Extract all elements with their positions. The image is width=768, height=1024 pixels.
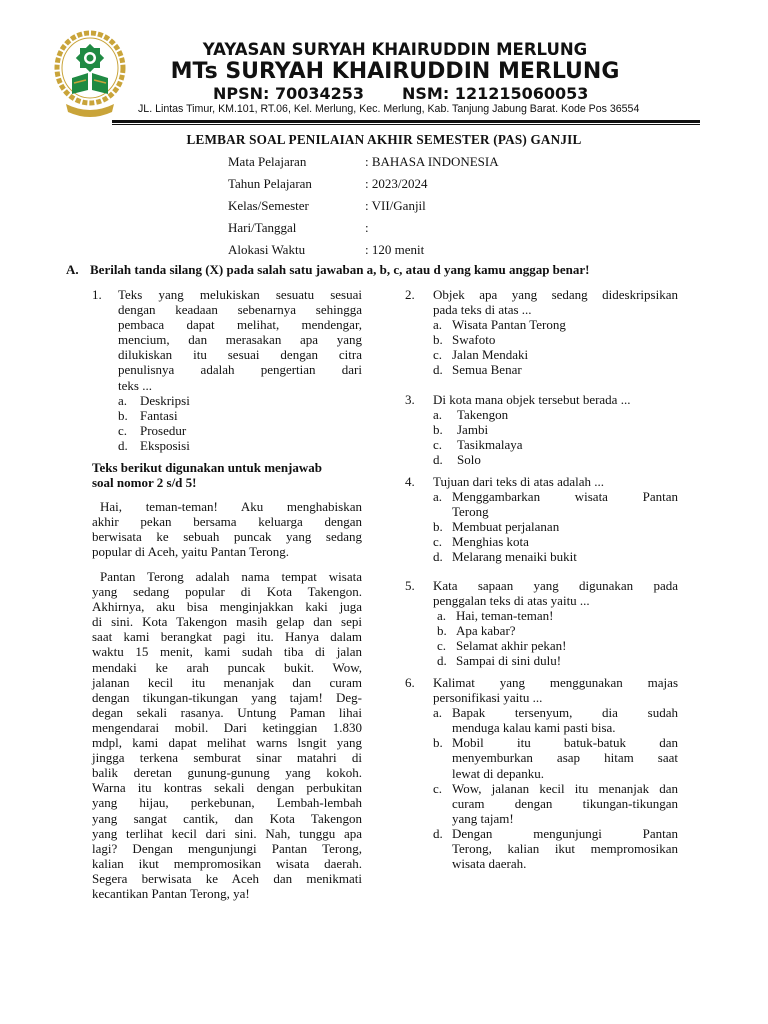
- answer-option[interactable]: c. Menghias kota: [433, 534, 529, 550]
- foundation-name: YAYASAN SURYAH KHAIRUDDIN MERLUNG: [202, 40, 588, 59]
- school-logo: [52, 28, 128, 118]
- answer-option[interactable]: c. Wow, jalanan kecil itu menanjak dan curam dengan tikungan-tikungan yang tajam!: [433, 780, 678, 826]
- answer-option[interactable]: d. Sampai di sini dulu!: [437, 653, 562, 669]
- section-instruction: [66, 262, 590, 278]
- question-5: 5. Kata sapaan yang digunakan pada penggalan teks di atas yaitu ... a. Hai, teman-teman! b. Apa kabar? c. Selamat akhir pekan! d. Sampai di sini dulu!: [405, 578, 678, 669]
- answer-option[interactable]: a. Deskripsi: [118, 392, 190, 408]
- question-number: 6.: [405, 675, 415, 690]
- answer-option[interactable]: a. Wisata Pantan Terong: [433, 317, 566, 333]
- info-value: : VII/Ganjil: [365, 198, 426, 213]
- info-label: Alokasi Waktu: [228, 242, 306, 257]
- question-number: 1.: [92, 287, 102, 302]
- question-text-line: dilukiskan itu sesuai dengan citra: [118, 347, 362, 363]
- question-number: 4.: [405, 474, 415, 489]
- passage-intro: Teks berikut digunakan untuk menjawab soal nomor 2 s/d 5!: [92, 460, 322, 491]
- school-address: JL. Lintas Timur, KM.101, RT.06, Kel. Merlung, Kec. Merlung, Kab. Tanjung Jabung Barat. Kode Pos 36554: [138, 103, 640, 115]
- passage-paragraph-2: Pantan Terong adalah nama tempat wisata yang sedang popular di Kota Takengon. Akhirnya, aku bisa menginjakkan kaki juga di sini. Kota Takengon masih gelap dan sepi saat kami berangkat pagi itu. Hanya dalam waktu 15 menit, kami sudah tiba di jalan mendaki ke arah puncak bukit. Wow, jalanan kecil itu menanjak dan curam dengan tikungan-tikungan yang tajam! Deg- degan sekali rasanya. Untung Paman lihai mengendarai mobil. Dari ketinggian 1.830 mdpl, kami dapat melihat warns lsngit yang jingga terkena semburat sinar matahri di balik deretan gunung-gunung yang kokoh. Warna itu kontras sekali dengan perbukitan yang hijau, perkebunan, Lembah-lembah yang sangat cantik, dan Kota Takengon yang terlihat kecil dari sini. Nah, tunggu apa lagi? Dengan mengunjungi Pantan Terong, kalian ikut mempromosikan wisata daerah. Segera berwisata ke Aceh dan menikmati kecantikan Pantan Terong, ya!: [92, 569, 362, 901]
- question-number: 3.: [405, 392, 415, 407]
- question-4: 4. Tujuan dari teks di atas adalah ... a. Menggambarkan wisata Pantan Terong b. Membuat perjalanan c. Menghias kota d. Melarang menaiki bukit: [405, 474, 678, 565]
- question-2: 2. Objek apa yang sedang dideskripsikan pada teks di atas ... a. Wisata Pantan Terong b. Swafoto c. Jalan Mendaki d. Semua Benar: [405, 287, 678, 378]
- answer-option[interactable]: c. Tasikmalaya: [433, 437, 523, 453]
- question-text-line: pembaca dapat melihat, mendengar,: [118, 317, 362, 333]
- question-text-line: teks ...: [118, 377, 152, 393]
- question-number: 2.: [405, 287, 415, 302]
- answer-option[interactable]: b. Apa kabar?: [437, 623, 516, 639]
- info-value: : BAHASA INDONESIA: [365, 154, 499, 169]
- school-name: MTs SURYAH KHAIRUDDIN MERLUNG: [170, 59, 620, 84]
- answer-option[interactable]: b. Membuat perjalanan: [433, 519, 560, 535]
- answer-option[interactable]: b. Swafoto: [433, 332, 496, 348]
- section-letter: A.: [66, 262, 79, 277]
- answer-option[interactable]: d. Melarang menaiki bukit: [433, 549, 577, 565]
- page-title: LEMBAR SOAL PENILAIAN AKHIR SEMESTER (PAS) GANJIL: [186, 132, 582, 147]
- question-1: [92, 287, 362, 453]
- question-text-line: dengan keadaan sebenarnya sehingga: [118, 302, 362, 318]
- answer-option[interactable]: d. Dengan mengunjungi Pantan Terong, kalian ikut mempromosikan wisata daerah.: [433, 825, 678, 872]
- info-label: Tahun Pelajaran: [228, 176, 312, 191]
- info-value: : 120 menit: [365, 242, 425, 257]
- npsn-number: NPSN: 70034253: [213, 84, 365, 103]
- question-text-line: mencium, dan merasakan apa yang: [118, 332, 362, 348]
- info-label: Hari/Tanggal: [228, 220, 297, 235]
- header-rule-thick: [112, 120, 700, 123]
- passage-paragraph-1: Hai, teman-teman! Aku menghabiskan akhir pekan bersama keluarga dengan berwisata ke sebuah puncak yang sedang popular di Aceh, yaitu Pantan Terong.: [92, 499, 362, 560]
- answer-option[interactable]: b. Mobil itu batuk-batuk dan menyemburkan asap hitam saat lewat di depanku.: [433, 735, 678, 781]
- question-number: 5.: [405, 578, 415, 593]
- info-value: :: [365, 220, 369, 235]
- answer-option[interactable]: b. Fantasi: [118, 407, 178, 423]
- answer-option[interactable]: c. Selamat akhir pekan!: [437, 638, 567, 654]
- question-3: 3. Di kota mana objek tersebut berada ... a. Takengon b. Jambi c. Tasikmalaya d. Solo: [405, 392, 678, 467]
- question-6: 6. Kalimat yang menggunakan majas personifikasi yaitu ... a. Bapak tersenyum, dia sudah menduga kalau kami pasti bisa. b. Mobil itu batuk-batuk dan menyemburkan asap hitam saat lewat di depanku. c. Wow, jalanan kecil itu menanjak dan curam dengan tikungan-tikungan yang tajam! d. Dengan mengunjungi Pantan Terong, kalian ikut mempromosikan wisata daerah.: [405, 675, 678, 872]
- info-label: Mata Pelajaran: [228, 154, 307, 169]
- answer-option[interactable]: b. Jambi: [433, 422, 489, 438]
- info-value: : 2023/2024: [365, 176, 428, 191]
- answer-option[interactable]: c. Prosedur: [118, 422, 187, 438]
- nsm-number: NSM: 121215060053: [402, 84, 589, 103]
- instruction-text: Berilah tanda silang (X) pada salah satu jawaban a, b, c, atau d yang kamu anggap benar!: [90, 262, 590, 277]
- question-text-line: penulisnya adalah pengertian dari: [118, 362, 362, 378]
- answer-option[interactable]: a. Menggambarkan wisata Pantan Terong: [433, 489, 678, 520]
- header-rule-thin: [112, 124, 700, 125]
- question-text-line: Teks yang melukiskan sesuatu sesuai: [118, 287, 362, 302]
- answer-option[interactable]: d. Eksposisi: [118, 437, 190, 453]
- answer-option[interactable]: a. Hai, teman-teman!: [437, 608, 554, 624]
- answer-option[interactable]: a. Bapak tersenyum, dia sudah menduga kalau kami pasti bisa.: [433, 705, 678, 736]
- answer-option[interactable]: d. Semua Benar: [433, 362, 522, 378]
- info-label: Kelas/Semester: [228, 198, 309, 213]
- answer-option[interactable]: a. Takengon: [433, 407, 509, 423]
- answer-option[interactable]: c. Jalan Mendaki: [433, 347, 529, 363]
- answer-option[interactable]: d. Solo: [433, 452, 481, 468]
